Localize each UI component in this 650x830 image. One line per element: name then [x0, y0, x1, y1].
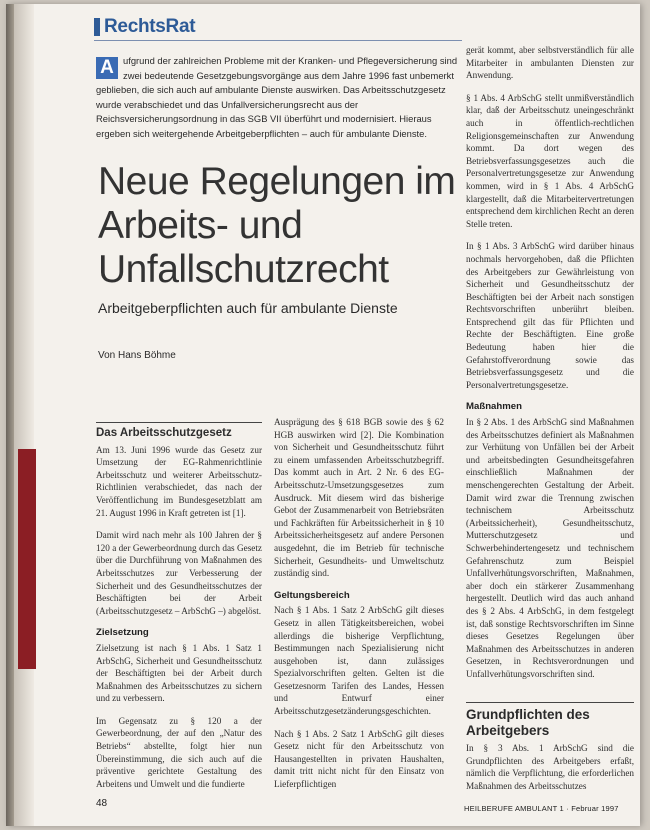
intro-text: ufgrund der zahlreichen Probleme mit der Kranken- und Pflegeversicherung sind zwei bedeutende Gesetzgebungsvorgänge aus dem Jahre 1996 fast unbemerkt geblieben, die sich auch auf ambulante Dienste auswirken. Das Arbeitsschutzgesetz wurde verabschiedet und das Unfallversicherungsrecht aus der Reichsversicherungsordnung in das SGB VII überführt und modernisiert. Hieraus ergeben sich weitergehende Arbeitgeberpflichten – auch für ambulante Dienste. — [96, 55, 458, 139]
paragraph: Nach § 1 Abs. 1 Satz 2 ArbSchG gilt dieses Gesetz in allen Tätigkeitsbereichen, wobei allerdings die bisherige Verpflichtung, Bestimmungen nach Spezialisierung nicht ausgehoben ist, dann zulässiges Spezialvorschriften gelten. Gelten ist die Gesetzesnorm Tarifen des Landes, Hessen und Entwurf einer Arbeitsschutzgesetzänderungsgeschichten. — [274, 605, 444, 717]
paragraph: Zielsetzung ist nach § 1 Abs. 1 Satz 1 ArbSchG, Sicherheit und Gesundheitsschutz der Beschäftigten bei der Arbeit durch Maßnahmen des Arbeitsschutzes zu sichern und zu verbessern. — [96, 642, 262, 704]
paragraph: Am 13. Juni 1996 wurde das Gesetz zur Umsetzung der EG-Rahmenrichtlinie Arbeitsschutz und weiterer Arbeitsschutz-Richtlinien verabschiedet, das nach der Veröffentlichung im Bundesgesetzblatt am 21. August 1996 in Kraft getreten ist [1]. — [96, 444, 262, 518]
section-header — [94, 12, 462, 41]
article-subtitle: Arbeitgeberpflichten auch für ambulante Dienste — [98, 300, 398, 316]
subheading: Zielsetzung — [96, 627, 149, 639]
paragraph: In § 3 Abs. 1 ArbSchG sind die Grundpflichten des Arbeitgebers erfaßt, nämlich die Verpflichtung, die erforderlichen Maßnahmen des Arbeitsschutzes — [466, 743, 634, 791]
subheading: Geltungsbereich — [274, 589, 350, 601]
sidebox-text — [466, 742, 634, 802]
paragraph: gerät kommt, aber selbstverständlich für alle Mitarbeiter in ambulanten Diensten zur Anwendung. — [466, 45, 634, 81]
column-middle — [274, 416, 444, 801]
subheading: Maßnahmen — [466, 401, 522, 413]
section-rubric: RechtsRat — [104, 16, 196, 37]
column-left — [96, 422, 262, 800]
paragraph: § 1 Abs. 4 ArbSchG stellt unmißverständlich klar, daß der Arbeitsschutz uneingeschränkt auch in öffentlich-rechtlichen Religionsgemeinschaften zur Anwendung kommt. Da dort wegen des Betriebsverfassungsgesetzes auch die Personalvertretungsgesetze zur Anwendung kommen, wird in § 1 Abs. 4 ArbSchG klargestellt, daß die Mitarbeitervertretungen entsprechend dem kirchlichen Recht an deren Stelle treten. — [466, 92, 634, 229]
article-intro — [96, 54, 460, 142]
column-right — [466, 44, 634, 691]
article-title: Neue Regelungen im Arbeits- und Unfallschutzrecht — [98, 160, 456, 291]
sidebox-heading: Grundpflichten des Arbeitgebers — [466, 702, 634, 739]
article-author: Von Hans Böhme — [98, 350, 176, 361]
red-edge-tab — [18, 449, 36, 669]
paragraph: In § 2 Abs. 1 des ArbSchG sind Maßnahmen des Arbeitsschutzes definiert als Maßnahmen zur Verhütung von Unfällen bei der Arbeit und arbeitsbedingten Gesundheitsgefahren einschließlich Maßnahmen der menschengerechten Gestaltung der Arbeit. Damit wird zwar die Trennung zwischen technischem Arbeitsschutz (Arbeitssicherheit), Gesundheitsschutz, Mutterschutzgesetz und Schwerbehindertengesetz und technischem Gefahrenschutz zum Beispiel Unfallverhütungsvorschriften, Maßnahmen, aber doch ein stärkerer Zusammenhang hergestellt. Deutlich wird das auch anhand des § 2 Abs. 4 ArbSchG, in dem festgelegt ist, daß sonstige Rechtsvorschriften im Sinne dieses Gesetzes Regelungen über Maßnahmen des Arbeitsschutzes in anderen Gesetzen, in Rechtsverordnungen und Unfallverhütungsvorschriften sind. — [466, 417, 634, 679]
journal-footer: HEILBERUFE AMBULANT 1 · Februar 1997 — [464, 804, 619, 813]
rubric-marker — [94, 18, 100, 36]
page-binding — [6, 4, 14, 826]
paragraph: Damit wird nach mehr als 100 Jahren der § 120 a der Gewerbeordnung durch das Gesetz über die Durchführung von Maßnahmen des Arbeitsschutzes zur Verbesserung der Sicherheit und des Gesundheitsschutzes der Beschäftigten bei der Arbeit (Arbeitsschutzgesetz – ArbSchG –) abgelöst. — [96, 530, 262, 616]
paragraph: Im Gegensatz zu § 120 a der Gewerbeordnung, der auf den „Natur des Betriebs“ abstellte, folgt hier nun Übereinstimmung, die sich auch auf die präventive gerichtete Gestaltung des Arbeitens und Umwelt und die fundierte — [96, 715, 262, 789]
paragraph: In § 1 Abs. 3 ArbSchG wird darüber hinaus nochmals hervorgehoben, daß die Pflichten des Arbeitgebers zur Gewährleistung von Sicherheit und Gesundheitsschutz der Beschäftigten bei der Arbeit nach sonstigen Rechtsvorschriften unberührt bleiben. Entsprechend gilt das für Pflichten und Rechte der Beschäftigten. Eine große Bedeutung haben hier die Gefahrstoffverordnung sowie das Betriebsverfassungsgesetz und die Personalvertretungsgesetze. — [466, 241, 634, 390]
page-number: 48 — [96, 798, 108, 809]
drop-cap: A — [96, 57, 118, 79]
paragraph: Nach § 1 Abs. 2 Satz 1 ArbSchG gilt dieses Gesetz nicht für den Arbeitsschutz von Hausangestellten in privaten Haushalten, damit tritt nicht nicht für den Einsatz von Lieferpflichtigen — [274, 728, 444, 790]
paragraph: Ausprägung des § 618 BGB sowie des § 62 HGB auswirken wird [2]. Die Kombination von Sicherheit und Gesundheitsschutz führt zu einem umfassenden Arbeitsschutzbegriff. Das kommt auch in Art. 2 Nr. 6 des EG-Arbeitsschutz-Umsetzungsgesetzes zum Ausdruck. Mit diesem wird das bisherige Gebot der Zusammenarbeit von Betriebsräten und Fachkräften für Arbeitssicherheit in § 10 Arbeitssicherheitsgesetz auf andere Personen ausgedehnt, die im Betrieb für technische Sicherheit, Gesundheits- und Umweltschutz zuständig sind. — [274, 417, 444, 579]
section-heading: Das Arbeitsschutzgesetz — [96, 422, 262, 440]
